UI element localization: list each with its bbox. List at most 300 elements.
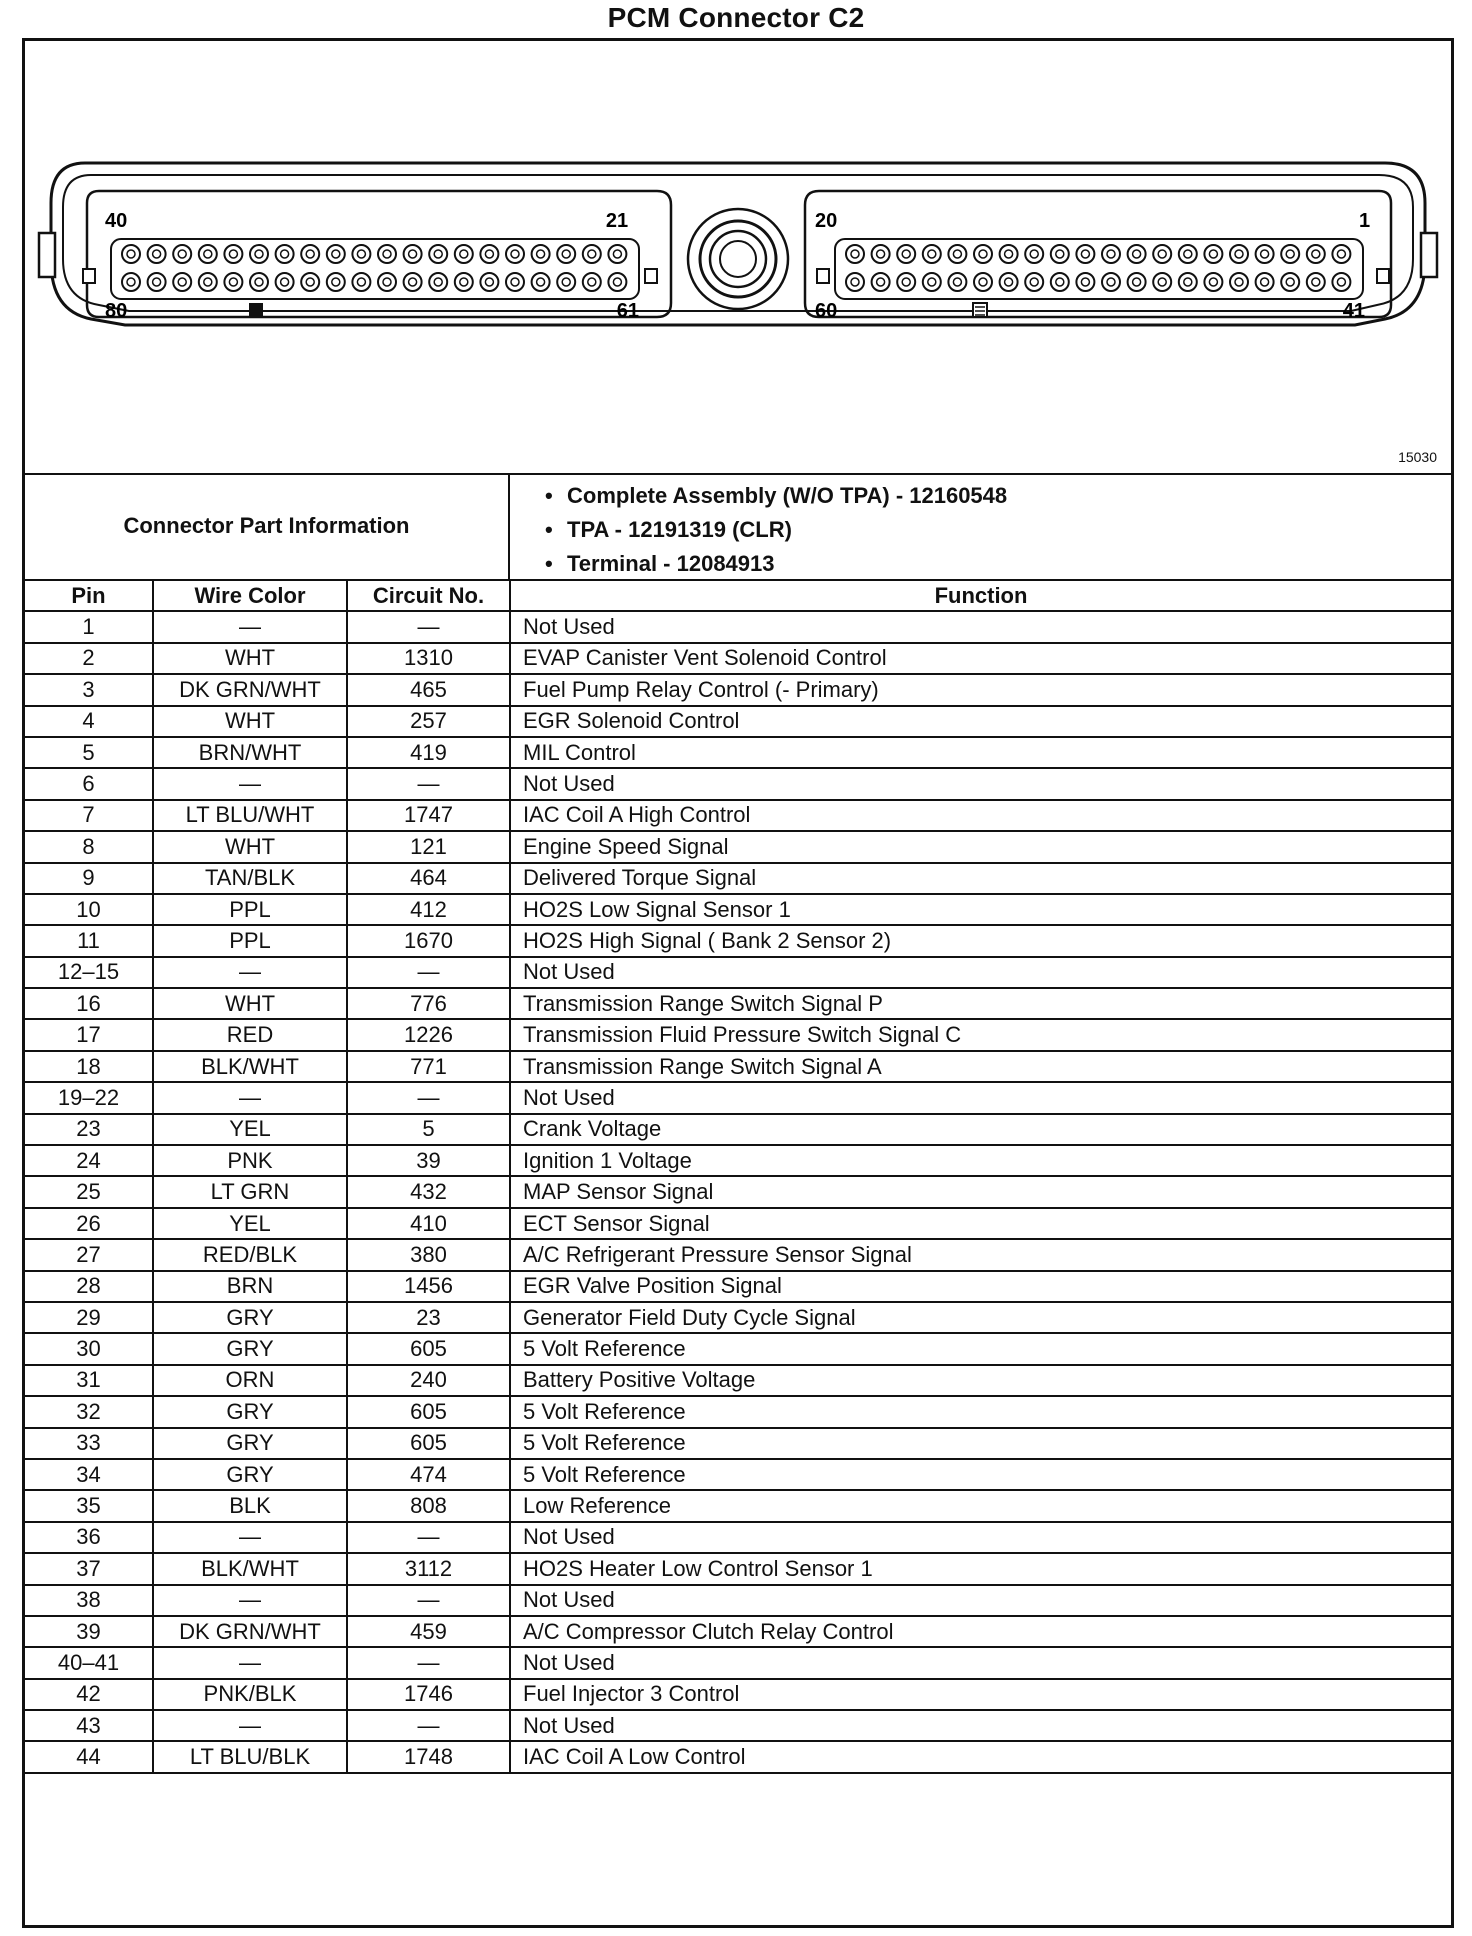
circuit-cell: 1226 bbox=[347, 1019, 510, 1050]
circuit-cell: 380 bbox=[347, 1239, 510, 1270]
pin-cavity bbox=[199, 245, 217, 263]
pin-cavity-center bbox=[127, 250, 135, 258]
function-cell: ECT Sensor Signal bbox=[510, 1208, 1451, 1239]
circuit-cell: 605 bbox=[347, 1333, 510, 1364]
pin-cavity-center bbox=[383, 250, 391, 258]
table-row bbox=[25, 1396, 1451, 1427]
table-row bbox=[25, 643, 1451, 674]
pin-cavity bbox=[148, 245, 166, 263]
pin-cavity bbox=[1025, 245, 1043, 263]
center-bolt-ring-outer bbox=[688, 209, 788, 309]
pin-cell: 8 bbox=[25, 831, 153, 862]
pin-cavity-center bbox=[204, 278, 212, 286]
connector-frame bbox=[22, 38, 1454, 1928]
pin-cavity bbox=[327, 245, 345, 263]
function-cell: Not Used bbox=[510, 1710, 1451, 1741]
function-cell: Transmission Range Switch Signal P bbox=[510, 988, 1451, 1019]
pin-cavity bbox=[455, 273, 473, 291]
part-complete-assembly: • Complete Assembly (W/O TPA) - 12160548 bbox=[545, 479, 1007, 513]
header-circuit-no: Circuit No. bbox=[347, 580, 510, 611]
pin-label-80: 80 bbox=[105, 300, 128, 322]
wire-color-cell: BLK/WHT bbox=[153, 1553, 347, 1584]
table-row bbox=[25, 611, 1451, 642]
wire-color-cell: LT BLU/WHT bbox=[153, 800, 347, 831]
pin-cavity-center bbox=[613, 278, 621, 286]
pin-table bbox=[25, 579, 1451, 1774]
pin-cavity-center bbox=[460, 250, 468, 258]
wire-color-cell: YEL bbox=[153, 1114, 347, 1145]
pin-cell: 25 bbox=[25, 1176, 153, 1207]
pin-cavity bbox=[429, 273, 447, 291]
pin-cell: 42 bbox=[25, 1679, 153, 1710]
pin-cavity-center bbox=[1107, 250, 1115, 258]
pin-cavity bbox=[1051, 273, 1069, 291]
circuit-cell: — bbox=[347, 1710, 510, 1741]
pin-cavity-center bbox=[383, 278, 391, 286]
pin-label-60: 60 bbox=[815, 300, 838, 322]
pin-cavity bbox=[301, 273, 319, 291]
pin-cavity bbox=[506, 245, 524, 263]
pin-cell: 35 bbox=[25, 1490, 153, 1521]
pin-cavity bbox=[923, 245, 941, 263]
pin-cavity-center bbox=[1158, 250, 1166, 258]
pin-cavity-center bbox=[1209, 250, 1217, 258]
pin-cavity-center bbox=[1184, 250, 1192, 258]
page-title: PCM Connector C2 bbox=[607, 2, 865, 33]
wire-color-cell: ORN bbox=[153, 1365, 347, 1396]
pin-cavity-center bbox=[255, 278, 263, 286]
pin-label-40: 40 bbox=[105, 210, 128, 232]
pin-cavity bbox=[583, 245, 601, 263]
pin-cavity-center bbox=[229, 278, 237, 286]
pin-cavity-center bbox=[588, 250, 596, 258]
header-pin: Pin bbox=[25, 580, 153, 611]
pin-cavity bbox=[1153, 245, 1171, 263]
pin-cavity bbox=[583, 273, 601, 291]
pin-cavity-center bbox=[562, 278, 570, 286]
right-pin-grid bbox=[846, 245, 1350, 291]
table-row bbox=[25, 988, 1451, 1019]
pin-cavity-center bbox=[1133, 250, 1141, 258]
function-cell: Ignition 1 Voltage bbox=[510, 1145, 1451, 1176]
function-cell: Not Used bbox=[510, 1082, 1451, 1113]
pin-cavity-center bbox=[588, 278, 596, 286]
pin-cavity-center bbox=[902, 250, 910, 258]
table-row bbox=[25, 831, 1451, 862]
pin-cavity bbox=[872, 273, 890, 291]
table-row bbox=[25, 706, 1451, 737]
wire-color-cell: DK GRN/WHT bbox=[153, 1616, 347, 1647]
part-terminal: • Terminal - 12084913 bbox=[545, 547, 1007, 581]
circuit-cell: — bbox=[347, 1647, 510, 1678]
pin-cell: 2 bbox=[25, 643, 153, 674]
function-cell: 5 Volt Reference bbox=[510, 1459, 1451, 1490]
wire-color-cell: LT BLU/BLK bbox=[153, 1741, 347, 1772]
pin-cell: 30 bbox=[25, 1333, 153, 1364]
wire-color-cell: BRN bbox=[153, 1271, 347, 1302]
pin-cavity-center bbox=[178, 278, 186, 286]
pin-cell: 39 bbox=[25, 1616, 153, 1647]
left-pin-grid bbox=[122, 245, 626, 291]
pin-cell: 36 bbox=[25, 1522, 153, 1553]
circuit-cell: 808 bbox=[347, 1490, 510, 1521]
function-cell: Not Used bbox=[510, 1585, 1451, 1616]
pin-cavity bbox=[199, 273, 217, 291]
pin-cell: 26 bbox=[25, 1208, 153, 1239]
pin-cavity bbox=[1332, 245, 1350, 263]
pin-cavity-center bbox=[357, 278, 365, 286]
circuit-cell: 23 bbox=[347, 1302, 510, 1333]
table-row bbox=[25, 800, 1451, 831]
circuit-cell: 5 bbox=[347, 1114, 510, 1145]
table-row bbox=[25, 925, 1451, 956]
pin-cavity bbox=[974, 273, 992, 291]
part-tpa: • TPA - 12191319 (CLR) bbox=[545, 513, 1007, 547]
table-row bbox=[25, 1647, 1451, 1678]
pin-cavity-center bbox=[979, 250, 987, 258]
pin-cavity bbox=[948, 245, 966, 263]
wire-color-cell: RED bbox=[153, 1019, 347, 1050]
pin-cavity bbox=[557, 273, 575, 291]
pin-cavity-center bbox=[953, 250, 961, 258]
pin-cavity-center bbox=[1286, 250, 1294, 258]
function-cell: Not Used bbox=[510, 1647, 1451, 1678]
table-row bbox=[25, 768, 1451, 799]
function-cell: HO2S High Signal ( Bank 2 Sensor 2) bbox=[510, 925, 1451, 956]
circuit-cell: — bbox=[347, 1082, 510, 1113]
function-cell: EGR Solenoid Control bbox=[510, 706, 1451, 737]
wire-color-cell: GRY bbox=[153, 1428, 347, 1459]
wire-color-cell: PNK bbox=[153, 1145, 347, 1176]
circuit-cell: 419 bbox=[347, 737, 510, 768]
pin-cavity bbox=[846, 245, 864, 263]
function-cell: Battery Positive Voltage bbox=[510, 1365, 1451, 1396]
pin-cavity bbox=[224, 273, 242, 291]
circuit-cell: 605 bbox=[347, 1428, 510, 1459]
table-row bbox=[25, 1710, 1451, 1741]
circuit-cell: 776 bbox=[347, 988, 510, 1019]
pin-cavity-center bbox=[434, 278, 442, 286]
wire-color-cell: — bbox=[153, 1647, 347, 1678]
pin-cell: 24 bbox=[25, 1145, 153, 1176]
pin-cavity bbox=[276, 245, 294, 263]
pin-cavity bbox=[1332, 273, 1350, 291]
pin-cavity bbox=[173, 273, 191, 291]
pin-cavity-center bbox=[928, 250, 936, 258]
connector-face-drawing bbox=[25, 41, 1451, 473]
pin-cavity bbox=[1102, 245, 1120, 263]
wire-color-cell: GRY bbox=[153, 1333, 347, 1364]
circuit-cell: 1747 bbox=[347, 800, 510, 831]
pin-cavity-center bbox=[409, 278, 417, 286]
pin-cavity-center bbox=[1312, 250, 1320, 258]
pin-cavity-center bbox=[332, 278, 340, 286]
part-info-block bbox=[25, 473, 1451, 579]
pin-cell: 11 bbox=[25, 925, 153, 956]
circuit-cell: 410 bbox=[347, 1208, 510, 1239]
pin-cavity-center bbox=[953, 278, 961, 286]
pin-cavity-center bbox=[1337, 250, 1345, 258]
pin-cavity bbox=[1153, 273, 1171, 291]
pin-cell: 31 bbox=[25, 1365, 153, 1396]
pin-cavity bbox=[1230, 245, 1248, 263]
function-cell: Transmission Range Switch Signal A bbox=[510, 1051, 1451, 1082]
pin-cavity-center bbox=[562, 250, 570, 258]
function-cell: A/C Compressor Clutch Relay Control bbox=[510, 1616, 1451, 1647]
pin-cavity-center bbox=[485, 250, 493, 258]
left-center-mark bbox=[645, 269, 657, 283]
pin-cavity bbox=[250, 245, 268, 263]
table-row bbox=[25, 1114, 1451, 1145]
pin-cavity bbox=[1076, 273, 1094, 291]
table-row bbox=[25, 1145, 1451, 1176]
function-cell: A/C Refrigerant Pressure Sensor Signal bbox=[510, 1239, 1451, 1270]
pin-cavity bbox=[506, 273, 524, 291]
pin-cavity-center bbox=[1005, 278, 1013, 286]
pin-cavity-center bbox=[1158, 278, 1166, 286]
pin-cavity bbox=[122, 245, 140, 263]
pin-cavity-center bbox=[204, 250, 212, 258]
wire-color-cell: BRN/WHT bbox=[153, 737, 347, 768]
pin-label-41: 41 bbox=[1342, 300, 1365, 322]
pin-cell: 19–22 bbox=[25, 1082, 153, 1113]
pin-label-1: 1 bbox=[1359, 210, 1371, 232]
pin-cavity bbox=[1230, 273, 1248, 291]
function-cell: Not Used bbox=[510, 768, 1451, 799]
circuit-cell: 1670 bbox=[347, 925, 510, 956]
pin-cavity bbox=[148, 273, 166, 291]
pin-cavity bbox=[404, 245, 422, 263]
pin-cell: 10 bbox=[25, 894, 153, 925]
function-cell: 5 Volt Reference bbox=[510, 1333, 1451, 1364]
connector-shell-outer bbox=[51, 163, 1425, 325]
header-wire-color: Wire Color bbox=[153, 580, 347, 611]
wire-color-cell: — bbox=[153, 1522, 347, 1553]
circuit-cell: 1746 bbox=[347, 1679, 510, 1710]
pin-cavity-center bbox=[255, 250, 263, 258]
pin-cavity bbox=[173, 245, 191, 263]
wire-color-cell: WHT bbox=[153, 643, 347, 674]
pin-cavity bbox=[224, 245, 242, 263]
pin-cavity bbox=[1051, 245, 1069, 263]
pin-cavity bbox=[948, 273, 966, 291]
table-row bbox=[25, 1428, 1451, 1459]
function-cell: Transmission Fluid Pressure Switch Signal C bbox=[510, 1019, 1451, 1050]
circuit-cell: 412 bbox=[347, 894, 510, 925]
pin-cavity bbox=[455, 245, 473, 263]
pin-cell: 7 bbox=[25, 800, 153, 831]
pin-cavity-center bbox=[1184, 278, 1192, 286]
pin-cavity bbox=[327, 273, 345, 291]
wire-color-cell: — bbox=[153, 1082, 347, 1113]
wire-color-cell: LT GRN bbox=[153, 1176, 347, 1207]
pin-cell: 17 bbox=[25, 1019, 153, 1050]
wire-color-cell: PNK/BLK bbox=[153, 1679, 347, 1710]
pin-cavity bbox=[1256, 273, 1274, 291]
circuit-cell: 1310 bbox=[347, 643, 510, 674]
pin-cavity-center bbox=[1081, 278, 1089, 286]
pin-cavity bbox=[1281, 245, 1299, 263]
function-cell: IAC Coil A Low Control bbox=[510, 1741, 1451, 1772]
table-row bbox=[25, 1208, 1451, 1239]
wire-color-cell: — bbox=[153, 1585, 347, 1616]
pin-cavity-center bbox=[409, 250, 417, 258]
table-row bbox=[25, 1522, 1451, 1553]
right-latch bbox=[1421, 233, 1437, 277]
wire-color-cell: RED/BLK bbox=[153, 1239, 347, 1270]
function-cell: HO2S Heater Low Control Sensor 1 bbox=[510, 1553, 1451, 1584]
pin-cavity bbox=[378, 273, 396, 291]
pin-cavity-center bbox=[153, 250, 161, 258]
right-end-mark bbox=[1377, 269, 1389, 283]
table-row bbox=[25, 1459, 1451, 1490]
pin-cavity-center bbox=[537, 278, 545, 286]
circuit-cell: — bbox=[347, 1522, 510, 1553]
pin-cavity-center bbox=[332, 250, 340, 258]
circuit-cell: 121 bbox=[347, 831, 510, 862]
pin-cell: 29 bbox=[25, 1302, 153, 1333]
wire-color-cell: — bbox=[153, 611, 347, 642]
pin-cell: 5 bbox=[25, 737, 153, 768]
function-cell: Engine Speed Signal bbox=[510, 831, 1451, 862]
wire-color-cell: BLK/WHT bbox=[153, 1051, 347, 1082]
pin-cavity-center bbox=[1107, 278, 1115, 286]
table-row bbox=[25, 1365, 1451, 1396]
left-latch bbox=[39, 233, 55, 277]
pin-table-body bbox=[25, 611, 1451, 1772]
pin-cell: 34 bbox=[25, 1459, 153, 1490]
pin-cavity bbox=[1204, 273, 1222, 291]
table-row bbox=[25, 1585, 1451, 1616]
function-cell: 5 Volt Reference bbox=[510, 1428, 1451, 1459]
circuit-cell: 1748 bbox=[347, 1741, 510, 1772]
pin-cavity bbox=[1256, 245, 1274, 263]
circuit-cell: 39 bbox=[347, 1145, 510, 1176]
pin-cavity-center bbox=[511, 278, 519, 286]
wire-color-cell: WHT bbox=[153, 831, 347, 862]
function-cell: EVAP Canister Vent Solenoid Control bbox=[510, 643, 1451, 674]
function-cell: Not Used bbox=[510, 957, 1451, 988]
pin-cell: 3 bbox=[25, 674, 153, 705]
pin-cavity-center bbox=[1235, 278, 1243, 286]
function-cell: Fuel Pump Relay Control (- Primary) bbox=[510, 674, 1451, 705]
wire-color-cell: PPL bbox=[153, 894, 347, 925]
circuit-cell: 771 bbox=[347, 1051, 510, 1082]
function-cell: MIL Control bbox=[510, 737, 1451, 768]
pin-cavity-center bbox=[485, 278, 493, 286]
wire-color-cell: — bbox=[153, 957, 347, 988]
table-row bbox=[25, 1176, 1451, 1207]
pin-cavity-center bbox=[851, 278, 859, 286]
pin-cavity bbox=[897, 273, 915, 291]
pin-cavity bbox=[1179, 273, 1197, 291]
pin-cell: 1 bbox=[25, 611, 153, 642]
pin-label-61: 61 bbox=[616, 300, 639, 322]
pin-cavity-center bbox=[1081, 250, 1089, 258]
pin-cavity-center bbox=[1056, 250, 1064, 258]
center-bolt-core bbox=[720, 241, 756, 277]
function-cell: MAP Sensor Signal bbox=[510, 1176, 1451, 1207]
circuit-cell: 474 bbox=[347, 1459, 510, 1490]
pin-cavity-center bbox=[1209, 278, 1217, 286]
table-row bbox=[25, 1490, 1451, 1521]
table-row bbox=[25, 1616, 1451, 1647]
circuit-cell: — bbox=[347, 957, 510, 988]
pin-cell: 32 bbox=[25, 1396, 153, 1427]
table-row bbox=[25, 957, 1451, 988]
pin-cavity bbox=[974, 245, 992, 263]
table-row bbox=[25, 1239, 1451, 1270]
pin-cavity-center bbox=[1030, 278, 1038, 286]
wire-color-cell: DK GRN/WHT bbox=[153, 674, 347, 705]
pin-cavity-center bbox=[1312, 278, 1320, 286]
pin-cavity-center bbox=[1261, 250, 1269, 258]
pin-cavity bbox=[1281, 273, 1299, 291]
pin-cell: 6 bbox=[25, 768, 153, 799]
wire-color-cell: YEL bbox=[153, 1208, 347, 1239]
pin-cavity-center bbox=[127, 278, 135, 286]
pin-cavity bbox=[276, 273, 294, 291]
pin-cavity-center bbox=[306, 250, 314, 258]
pin-cavity-center bbox=[511, 250, 519, 258]
pin-cavity bbox=[846, 273, 864, 291]
function-cell: Not Used bbox=[510, 1522, 1451, 1553]
left-polarity-square bbox=[249, 303, 263, 317]
circuit-cell: — bbox=[347, 1585, 510, 1616]
circuit-cell: 464 bbox=[347, 863, 510, 894]
circuit-cell: 459 bbox=[347, 1616, 510, 1647]
pin-cavity bbox=[923, 273, 941, 291]
right-key-mark bbox=[817, 269, 829, 283]
pin-cell: 33 bbox=[25, 1428, 153, 1459]
table-row bbox=[25, 737, 1451, 768]
circuit-cell: 257 bbox=[347, 706, 510, 737]
table-row bbox=[25, 674, 1451, 705]
table-row bbox=[25, 1019, 1451, 1050]
pin-cavity-center bbox=[1056, 278, 1064, 286]
header-function: Function bbox=[510, 580, 1451, 611]
function-cell: Delivered Torque Signal bbox=[510, 863, 1451, 894]
pin-cavity bbox=[897, 245, 915, 263]
wire-color-cell: TAN/BLK bbox=[153, 863, 347, 894]
pin-cavity-center bbox=[229, 250, 237, 258]
circuit-cell: 240 bbox=[347, 1365, 510, 1396]
pin-cavity bbox=[532, 245, 550, 263]
pin-cavity bbox=[1204, 245, 1222, 263]
pin-cavity bbox=[1000, 245, 1018, 263]
circuit-cell: 465 bbox=[347, 674, 510, 705]
function-cell: Fuel Injector 3 Control bbox=[510, 1679, 1451, 1710]
wire-color-cell: WHT bbox=[153, 988, 347, 1019]
center-bolt-ring-mid bbox=[700, 221, 776, 297]
pin-cavity-center bbox=[877, 250, 885, 258]
wire-color-cell: WHT bbox=[153, 706, 347, 737]
pin-cavity-center bbox=[281, 278, 289, 286]
pin-cavity-center bbox=[877, 278, 885, 286]
pin-cavity bbox=[404, 273, 422, 291]
pin-cavity-center bbox=[178, 250, 186, 258]
left-key-mark bbox=[83, 269, 95, 283]
pin-cavity-center bbox=[851, 250, 859, 258]
table-row bbox=[25, 1302, 1451, 1333]
pin-cavity bbox=[429, 245, 447, 263]
part-info-list bbox=[545, 479, 1007, 581]
pin-cavity-center bbox=[613, 250, 621, 258]
pin-cavity bbox=[608, 273, 626, 291]
wire-color-cell: BLK bbox=[153, 1490, 347, 1521]
pin-cavity bbox=[1102, 273, 1120, 291]
pin-cavity-center bbox=[1005, 250, 1013, 258]
